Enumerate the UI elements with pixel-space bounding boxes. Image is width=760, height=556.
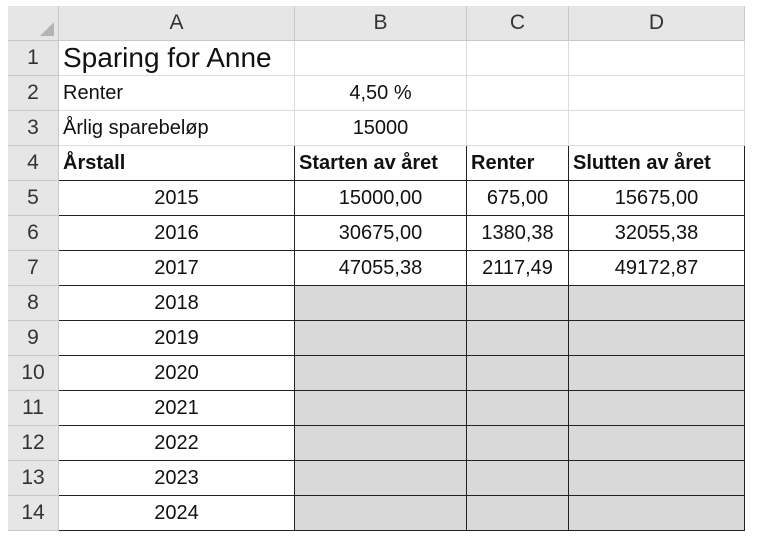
cell-c10[interactable] <box>467 356 569 391</box>
sheet-row <box>8 181 745 216</box>
row-header[interactable]: 6 <box>8 216 59 251</box>
cell-c1[interactable] <box>467 41 569 76</box>
cell-a12[interactable]: 2022 <box>59 426 295 461</box>
cell-a13[interactable]: 2023 <box>59 461 295 496</box>
cell-d7[interactable]: 49172,87 <box>569 251 745 286</box>
cell-b4[interactable]: Starten av året <box>295 146 467 181</box>
cell-b1[interactable] <box>295 41 467 76</box>
row-header[interactable]: 4 <box>8 146 59 181</box>
cell-d2[interactable] <box>569 76 745 111</box>
cell-c7[interactable]: 2117,49 <box>467 251 569 286</box>
sheet-row <box>8 391 745 426</box>
cell-c8[interactable] <box>467 286 569 321</box>
sheet-row <box>8 286 745 321</box>
row-header[interactable]: 7 <box>8 251 59 286</box>
cell-d8[interactable] <box>569 286 745 321</box>
sheet-row <box>8 41 745 76</box>
column-header-c[interactable]: C <box>467 6 569 41</box>
sheet-row <box>8 356 745 391</box>
sheet-row <box>8 461 745 496</box>
sheet-row <box>8 216 745 251</box>
cell-d5[interactable]: 15675,00 <box>569 181 745 216</box>
cell-c6[interactable]: 1380,38 <box>467 216 569 251</box>
cell-d14[interactable] <box>569 496 745 531</box>
cell-d12[interactable] <box>569 426 745 461</box>
cell-c2[interactable] <box>467 76 569 111</box>
cell-b2[interactable]: 4,50 % <box>295 76 467 111</box>
cell-b5[interactable]: 15000,00 <box>295 181 467 216</box>
cell-b13[interactable] <box>295 461 467 496</box>
sheet-row <box>8 111 745 146</box>
select-all-corner[interactable] <box>8 6 59 41</box>
cell-c14[interactable] <box>467 496 569 531</box>
cell-c9[interactable] <box>467 321 569 356</box>
cell-a7[interactable]: 2017 <box>59 251 295 286</box>
cell-c11[interactable] <box>467 391 569 426</box>
cell-a5[interactable]: 2015 <box>59 181 295 216</box>
cell-b12[interactable] <box>295 426 467 461</box>
cell-b8[interactable] <box>295 286 467 321</box>
cell-b10[interactable] <box>295 356 467 391</box>
cell-c4[interactable]: Renter <box>467 146 569 181</box>
cell-a8[interactable]: 2018 <box>59 286 295 321</box>
column-header-d[interactable]: D <box>569 6 745 41</box>
select-all-icon <box>40 22 54 36</box>
spreadsheet-grid <box>8 6 745 531</box>
cell-b9[interactable] <box>295 321 467 356</box>
cell-c12[interactable] <box>467 426 569 461</box>
cell-c3[interactable] <box>467 111 569 146</box>
sheet-row <box>8 76 745 111</box>
cell-d1[interactable] <box>569 41 745 76</box>
row-header[interactable]: 3 <box>8 111 59 146</box>
row-header[interactable]: 10 <box>8 356 59 391</box>
cell-b7[interactable]: 47055,38 <box>295 251 467 286</box>
cell-b11[interactable] <box>295 391 467 426</box>
cell-a10[interactable]: 2020 <box>59 356 295 391</box>
cell-a1[interactable]: Sparing for Anne <box>59 41 295 76</box>
cell-c5[interactable]: 675,00 <box>467 181 569 216</box>
cell-d6[interactable]: 32055,38 <box>569 216 745 251</box>
cell-a11[interactable]: 2021 <box>59 391 295 426</box>
cell-a9[interactable]: 2019 <box>59 321 295 356</box>
cell-a2[interactable]: Renter <box>59 76 295 111</box>
cell-d11[interactable] <box>569 391 745 426</box>
cell-d4[interactable]: Slutten av året <box>569 146 745 181</box>
column-header-b[interactable]: B <box>295 6 467 41</box>
cell-d3[interactable] <box>569 111 745 146</box>
sheet-row <box>8 496 745 531</box>
row-header[interactable]: 11 <box>8 391 59 426</box>
cell-a6[interactable]: 2016 <box>59 216 295 251</box>
sheet-row <box>8 426 745 461</box>
sheet-row <box>8 146 745 181</box>
cell-c13[interactable] <box>467 461 569 496</box>
cell-b3[interactable]: 15000 <box>295 111 467 146</box>
cell-d9[interactable] <box>569 321 745 356</box>
row-header[interactable]: 1 <box>8 41 59 76</box>
sheet-row <box>8 321 745 356</box>
cell-d13[interactable] <box>569 461 745 496</box>
row-header[interactable]: 2 <box>8 76 59 111</box>
cell-a3[interactable]: Årlig sparebeløp <box>59 111 295 146</box>
cell-b14[interactable] <box>295 496 467 531</box>
row-header[interactable]: 5 <box>8 181 59 216</box>
cell-a4[interactable]: Årstall <box>59 146 295 181</box>
row-header[interactable]: 12 <box>8 426 59 461</box>
column-header-row <box>8 6 745 41</box>
cell-b6[interactable]: 30675,00 <box>295 216 467 251</box>
cell-a14[interactable]: 2024 <box>59 496 295 531</box>
column-header-a[interactable]: A <box>59 6 295 41</box>
row-header[interactable]: 14 <box>8 496 59 531</box>
row-header[interactable]: 9 <box>8 321 59 356</box>
row-header[interactable]: 13 <box>8 461 59 496</box>
sheet-row <box>8 251 745 286</box>
cell-d10[interactable] <box>569 356 745 391</box>
row-header[interactable]: 8 <box>8 286 59 321</box>
